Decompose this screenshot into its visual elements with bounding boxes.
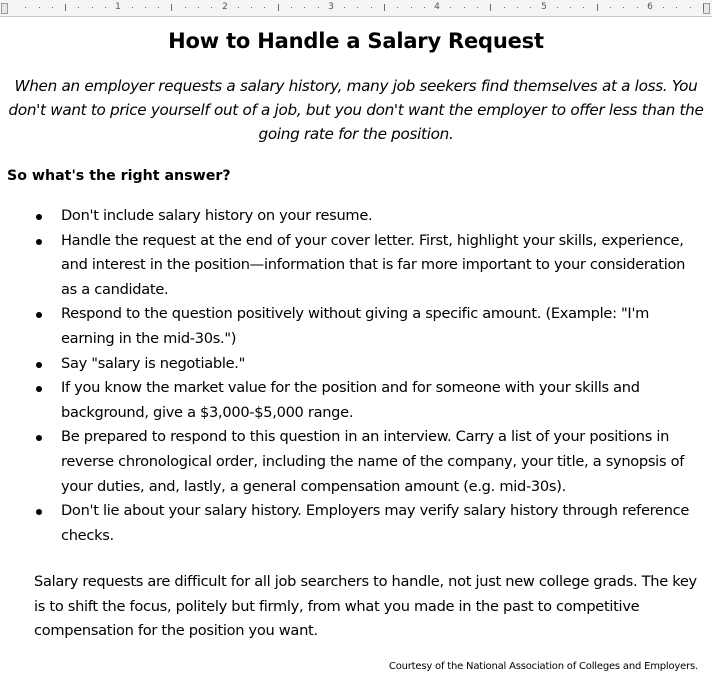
- bullet-text: Be prepared to respond to this question in an interview. Carry a list of your positions in reverse chronological order, including the name of the company, your title, a synopsis of your duties, and, lastly, a general compensation amount (e.g. mid-30s).: [61, 428, 685, 495]
- credit-line: Courtesy of the National Association of Colleges and Employers.: [388, 661, 698, 672]
- bullet-text: If you know the market value for the position and for someone with your skills and background, give a $3,000-$5,000 range.: [61, 379, 640, 421]
- ruler-tick: [517, 7, 518, 8]
- ruler-number: 4: [434, 2, 440, 12]
- ruler-tick: [530, 7, 531, 8]
- bullet-item: [0, 376, 712, 425]
- ruler-tick: [25, 7, 26, 8]
- bullet-icon: [36, 435, 42, 441]
- ruler-tick: [52, 7, 53, 8]
- bullet-text: Don't include salary history on your resume.: [61, 207, 373, 224]
- ruler-tick: [504, 7, 505, 8]
- ruler-number: 5: [541, 2, 547, 12]
- ruler-tick: [171, 4, 172, 11]
- ruler-tick: [158, 7, 159, 8]
- bullet-text: Say "salary is negotiable.": [61, 354, 245, 372]
- bullet-icon: [36, 386, 42, 392]
- ruler-number: 1: [115, 2, 121, 12]
- bullet-text: Handle the request at the end of your cover letter. First, highlight your skills, experience, and interest in the position—information that is far more important to your consideration as a candidate.: [61, 231, 686, 298]
- ruler-tick: [65, 4, 66, 11]
- ruler-tick: [278, 4, 279, 11]
- document-title: How to Handle a Salary Request: [168, 29, 544, 53]
- ruler-tick: [597, 4, 598, 11]
- ruler-number: 3: [328, 2, 334, 12]
- ruler-tick: [291, 7, 292, 8]
- bullet-item: [0, 499, 712, 548]
- ruler-number: 6: [647, 2, 653, 12]
- ruler-tick: [384, 4, 385, 11]
- ruler-tick: [304, 7, 305, 8]
- bullet-item: [0, 204, 712, 229]
- right-indent-marker[interactable]: [703, 3, 710, 14]
- bullet-icon: [36, 239, 42, 245]
- bullet-list: [0, 204, 712, 548]
- ruler-tick: [39, 7, 40, 8]
- ruler-tick: [92, 7, 93, 8]
- ruler-tick: [570, 7, 571, 8]
- ruler-tick: [318, 7, 319, 8]
- horizontal-ruler[interactable]: [0, 0, 712, 17]
- bullet-icon: [36, 509, 42, 515]
- ruler-tick: [411, 7, 412, 8]
- ruler-tick: [78, 7, 79, 8]
- ruler-tick: [105, 7, 106, 8]
- left-indent-marker[interactable]: [1, 3, 8, 14]
- bullet-item: [0, 229, 712, 303]
- ruler-tick: [424, 7, 425, 8]
- ruler-tick: [450, 7, 451, 8]
- bullet-icon: [36, 214, 42, 220]
- ruler-tick: [357, 7, 358, 8]
- intro-paragraph: When an employer requests a salary history, many job seekers find themselves at a loss. You don't want to price yourself out of a job, but you don't want the employer to offer less than the going rate for the position.: [8, 77, 704, 143]
- ruler-tick: [610, 7, 611, 8]
- section-subheading: So what's the right answer?: [7, 168, 231, 184]
- ruler-tick: [623, 7, 624, 8]
- ruler-tick: [132, 7, 133, 8]
- bullet-text: Respond to the question positively without giving a specific amount. (Example: "I'm earning in the mid-30s."): [61, 305, 650, 347]
- ruler-tick: [490, 4, 491, 11]
- ruler-number: 2: [222, 2, 228, 12]
- ruler-tick: [690, 7, 691, 8]
- ruler-tick: [185, 7, 186, 8]
- bullet-item: [0, 352, 712, 377]
- ruler-tick: [251, 7, 252, 8]
- ruler-tick: [371, 7, 372, 8]
- ruler-tick: [397, 7, 398, 8]
- bullet-icon: [36, 362, 42, 368]
- ruler-tick: [583, 7, 584, 8]
- ruler-tick: [464, 7, 465, 8]
- bullet-text: Don't lie about your salary history. Employers may verify salary history through reference checks.: [61, 502, 690, 544]
- ruler-tick: [211, 7, 212, 8]
- ruler-tick: [557, 7, 558, 8]
- ruler-tick: [344, 7, 345, 8]
- ruler-tick: [198, 7, 199, 8]
- bullet-item: [0, 302, 712, 351]
- ruler-tick: [703, 4, 704, 11]
- ruler-tick: [145, 7, 146, 8]
- bullet-item: [0, 425, 712, 499]
- ruler-tick: [637, 7, 638, 8]
- ruler-tick: [238, 7, 239, 8]
- ruler-tick: [477, 7, 478, 8]
- ruler-tick: [264, 7, 265, 8]
- closing-paragraph: Salary requests are difficult for all job searchers to handle, not just new college grads. The key is to shift the focus, politely but firmly, from what you made in the past to competitive compensation for the position you want.: [34, 573, 697, 640]
- ruler-tick: [663, 7, 664, 8]
- bullet-icon: [36, 312, 42, 318]
- ruler-tick: [676, 7, 677, 8]
